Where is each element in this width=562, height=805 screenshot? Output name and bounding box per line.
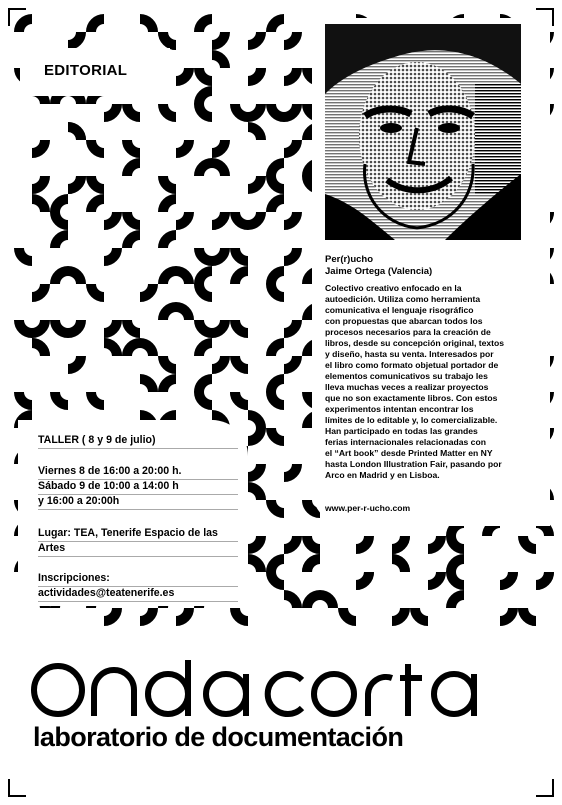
pattern-arc xyxy=(212,163,225,176)
pattern-arc xyxy=(415,608,428,621)
corner-mark xyxy=(8,779,26,797)
pattern-arc xyxy=(199,19,212,32)
pattern-arc xyxy=(176,271,189,284)
pattern-arc xyxy=(32,176,45,189)
pattern-arc xyxy=(212,55,225,68)
pattern-arc xyxy=(451,572,464,585)
workshop-signup-label: Inscripciones: xyxy=(38,572,238,587)
pattern-arc xyxy=(163,235,176,248)
pattern-arc xyxy=(176,140,189,153)
pattern-arc xyxy=(451,536,464,549)
pattern-arc xyxy=(284,320,297,333)
pattern-arc xyxy=(32,320,45,333)
pattern-arc xyxy=(248,415,261,428)
workshop-title: TALLER ( 8 y 9 de julio) xyxy=(38,434,238,449)
pattern-arc xyxy=(212,140,225,153)
pattern-arc xyxy=(307,559,320,572)
pattern-arc xyxy=(19,248,32,261)
pattern-arc xyxy=(163,199,176,212)
pattern-arc xyxy=(284,356,297,369)
pattern-arc xyxy=(523,608,536,621)
pattern-arc xyxy=(235,212,248,225)
pattern-arc xyxy=(55,212,68,225)
pattern-arc xyxy=(271,392,284,405)
artist-bio-line: comunicativa el lenguaje risográfico xyxy=(325,305,474,315)
pattern-arc xyxy=(32,199,45,212)
pattern-arc xyxy=(500,572,513,585)
artist-bio-line: lleva muchas veces a realizar proyectos xyxy=(325,382,489,392)
pattern-arc xyxy=(356,572,369,585)
pattern-arc xyxy=(271,559,284,572)
pattern-arc xyxy=(271,163,284,176)
pattern-arc xyxy=(284,104,297,117)
pattern-arc xyxy=(163,356,176,369)
pattern-arc xyxy=(284,248,297,261)
pattern-arc xyxy=(68,176,81,189)
pattern-arc xyxy=(271,343,284,356)
pattern-arc xyxy=(19,320,32,333)
artist-bio-line: autoedición. Utiliza como herramienta xyxy=(325,294,481,304)
pattern-arc xyxy=(199,379,212,392)
workshop-venue-1: Lugar: TEA, Tenerife Espacio de las xyxy=(38,527,238,542)
ondacorta-logo xyxy=(30,656,540,718)
pattern-arc xyxy=(284,212,297,225)
pattern-arc xyxy=(235,608,248,621)
artist-website: www.per-r-ucho.com xyxy=(325,503,411,513)
artist-portrait-image xyxy=(325,24,521,240)
pattern-arc xyxy=(91,19,104,32)
pattern-arc xyxy=(248,127,261,140)
pattern-arc xyxy=(19,392,32,405)
pattern-arc xyxy=(307,595,320,608)
pattern-arc xyxy=(199,343,212,356)
pattern-arc xyxy=(55,271,68,284)
pattern-arc xyxy=(235,104,248,117)
pattern-arc xyxy=(235,271,248,284)
pattern-arc xyxy=(163,379,176,392)
pattern-arc xyxy=(127,104,140,117)
pattern-arc xyxy=(248,464,261,477)
pattern-arc xyxy=(91,176,104,189)
pattern-arc xyxy=(91,140,104,153)
pattern-arc xyxy=(104,320,117,333)
pattern-arc xyxy=(91,392,104,405)
pattern-arc xyxy=(248,104,261,117)
pattern-arc xyxy=(343,608,356,621)
pattern-arc xyxy=(212,356,225,369)
pattern-arc xyxy=(140,19,153,32)
pattern-arc xyxy=(199,91,212,104)
pattern-arc xyxy=(55,199,68,212)
pattern-arc xyxy=(271,104,284,117)
pattern-arc xyxy=(127,235,140,248)
pattern-arc xyxy=(392,536,405,549)
pattern-arc xyxy=(32,284,45,297)
pattern-arc xyxy=(91,199,104,212)
pattern-arc xyxy=(235,248,248,261)
artist-name: Per(r)ucho xyxy=(325,254,374,265)
pattern-arc xyxy=(356,536,369,549)
pattern-arc xyxy=(284,68,297,81)
artist-bio-line: con propuestas que abarcan todos los xyxy=(325,316,483,326)
artist-bio-line: procesos necesarios para la creación de xyxy=(325,327,491,337)
artist-bio-line: elementos comunicativos su trabajo les xyxy=(325,371,488,381)
pattern-arc xyxy=(104,343,117,356)
pattern-arc xyxy=(212,32,225,45)
pattern-arc xyxy=(91,284,104,297)
pattern-arc xyxy=(271,199,284,212)
pattern-arc xyxy=(271,176,284,189)
workshop-signup-email: actividades@teatenerife.es xyxy=(38,587,238,602)
pattern-arc xyxy=(176,68,189,81)
workshop-schedule-1: Viernes 8 de 16:00 a 20:00 h. xyxy=(38,465,238,480)
pattern-arc xyxy=(199,320,212,333)
pattern-arc xyxy=(55,235,68,248)
pattern-arc xyxy=(127,140,140,153)
pattern-arc xyxy=(271,428,284,441)
pattern-arc xyxy=(68,32,81,45)
pattern-arc xyxy=(176,212,189,225)
pattern-arc xyxy=(284,140,297,153)
pattern-arc xyxy=(428,572,441,585)
artist-bio-line: libros, desde su concepción original, textos xyxy=(325,338,505,348)
pattern-arc xyxy=(271,500,284,513)
pattern-arc xyxy=(248,487,261,500)
pattern-arc xyxy=(32,343,45,356)
pattern-arc xyxy=(248,559,261,572)
tagline: laboratorio de documentación xyxy=(33,722,404,752)
pattern-arc xyxy=(271,19,284,32)
pattern-arc xyxy=(451,559,464,572)
pattern-arc xyxy=(271,271,284,284)
artist-bio-line: el libro como formato objetual portador de xyxy=(325,360,499,370)
artist-bio-line: el “Art book” desde Printed Matter en NY xyxy=(325,448,493,458)
pattern-arc xyxy=(55,392,68,405)
pattern-arc xyxy=(500,608,513,621)
pattern-arc xyxy=(127,163,140,176)
pattern-arc xyxy=(140,284,153,297)
pattern-arc xyxy=(235,320,248,333)
pattern-arc xyxy=(68,271,81,284)
pattern-arc xyxy=(163,104,176,117)
pattern-arc xyxy=(523,536,536,549)
pattern-arc xyxy=(163,307,176,320)
corner-mark xyxy=(536,779,554,797)
pattern-arc xyxy=(271,572,284,585)
pattern-arc xyxy=(104,104,117,117)
pattern-arc xyxy=(307,536,320,549)
artist-bio-line: Han participado en todas las grandes xyxy=(325,426,478,436)
artist-bio-line: y diseño, hasta su venta. Interesados por xyxy=(325,349,494,359)
pattern-arc xyxy=(68,320,81,333)
pattern-arc xyxy=(163,176,176,189)
artist-header xyxy=(325,254,432,278)
pattern-arc xyxy=(271,379,284,392)
pattern-arc xyxy=(68,127,81,140)
pattern-arc xyxy=(284,464,297,477)
pattern-arc xyxy=(284,32,297,45)
pattern-arc xyxy=(140,379,153,392)
pattern-arc xyxy=(104,248,117,261)
pattern-arc xyxy=(212,248,225,261)
pattern-arc xyxy=(32,140,45,153)
pattern-arc xyxy=(55,320,68,333)
workshop-schedule-3: y 16:00 a 20:00h xyxy=(38,495,238,510)
pattern-arc xyxy=(163,32,176,45)
artist-bio-line: hasta London Illustration Fair, pasando por xyxy=(325,459,502,469)
pattern-arc xyxy=(271,284,284,297)
pattern-arc xyxy=(248,212,261,225)
corner-mark xyxy=(8,8,26,26)
corner-mark xyxy=(536,8,554,26)
pattern-arc xyxy=(284,595,297,608)
pattern-arc xyxy=(248,536,261,549)
pattern-arc xyxy=(199,104,212,117)
pattern-arc xyxy=(235,392,248,405)
pattern-arc xyxy=(127,212,140,225)
artist-person: Jaime Ortega (Valencia) xyxy=(325,266,433,277)
artist-bio xyxy=(325,283,527,481)
workshop-venue-2: Artes xyxy=(38,542,238,557)
pattern-arc xyxy=(284,536,297,549)
pattern-arc xyxy=(428,536,441,549)
pattern-arc xyxy=(104,608,117,621)
artist-bio-line: que no son exactamente libros. Con estos xyxy=(325,393,498,403)
pattern-arc xyxy=(248,68,261,81)
pattern-arc xyxy=(163,271,176,284)
pattern-arc xyxy=(176,608,189,621)
section-label: EDITORIAL xyxy=(44,62,128,79)
artist-bio-line: ferias internacionales relacionadas con xyxy=(325,437,486,447)
pattern-arc xyxy=(127,320,140,333)
artist-bio-line: límites de lo editable y, lo comercializable. xyxy=(325,415,498,425)
pattern-arc xyxy=(248,176,261,189)
pattern-arc xyxy=(451,595,464,608)
pattern-arc xyxy=(248,32,261,45)
pattern-arc xyxy=(176,307,189,320)
pattern-arc xyxy=(199,248,212,261)
workshop-schedule-2: Sábado 9 de 10:00 a 14:00 h xyxy=(38,480,238,495)
pattern-arc xyxy=(104,212,117,225)
pattern-arc xyxy=(140,608,153,621)
pattern-arc xyxy=(212,320,225,333)
pattern-arc xyxy=(199,68,212,81)
pattern-arc xyxy=(68,356,81,369)
artist-bio-line: Arco en Madrid y en Lisboa. xyxy=(325,470,440,480)
pattern-arc xyxy=(235,356,248,369)
artist-bio-line: Colectivo creativo enfocado en la xyxy=(325,283,462,293)
pattern-arc xyxy=(212,212,225,225)
pattern-arc xyxy=(127,343,140,356)
pattern-arc xyxy=(199,271,212,284)
pattern-arc xyxy=(392,608,405,621)
pattern-arc xyxy=(140,343,153,356)
pattern-arc xyxy=(536,572,549,585)
pattern-arc xyxy=(320,595,333,608)
pattern-arc xyxy=(199,163,212,176)
pattern-arc xyxy=(392,559,405,572)
artist-bio-line: experimentos intentan encontrar los xyxy=(325,404,474,414)
pattern-arc xyxy=(248,428,261,441)
pattern-arc xyxy=(199,392,212,405)
pattern-arc xyxy=(199,284,212,297)
